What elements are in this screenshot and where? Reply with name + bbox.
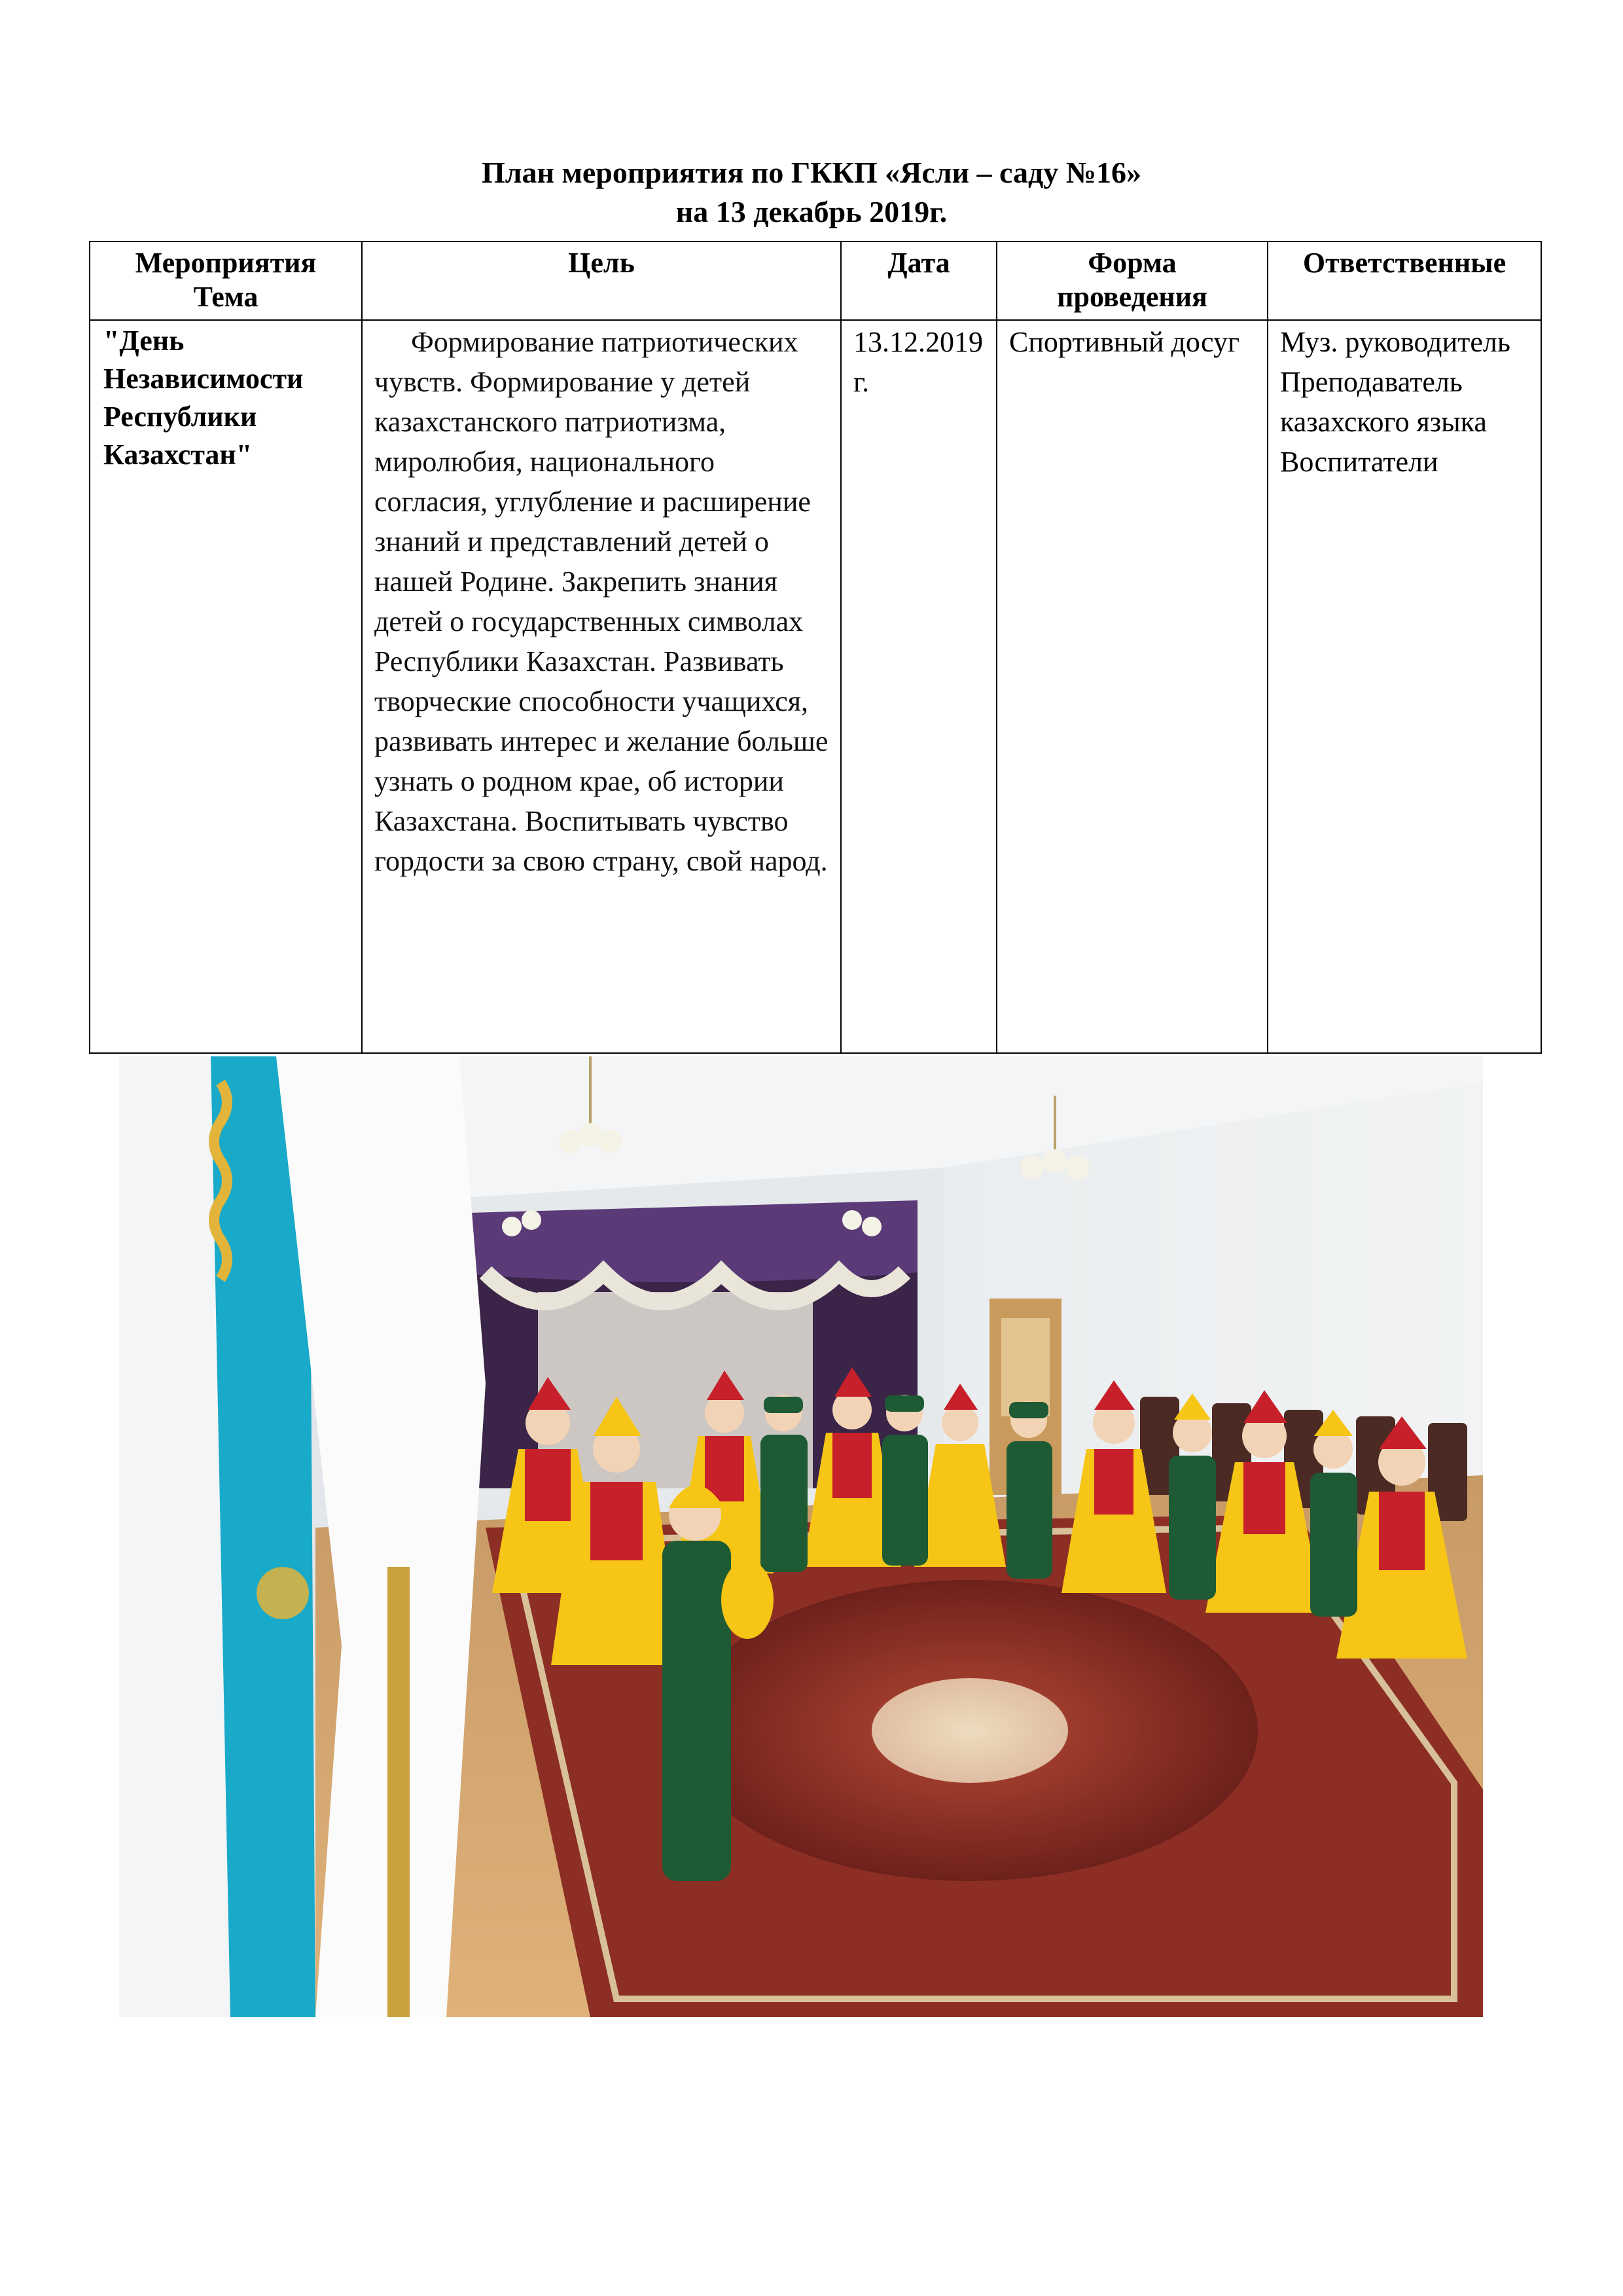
cell-responsible — [1268, 320, 1541, 1053]
header-theme-line2: Тема — [193, 281, 259, 313]
flags — [119, 1056, 486, 2017]
document-title: План мероприятия по ГККП «Ясли – саду №16» — [481, 156, 1142, 189]
flag-pole — [387, 1567, 410, 2017]
header-date: Дата — [841, 242, 997, 320]
cell-form: Спортивный досуг — [997, 320, 1268, 1053]
document-subtitle-date: на 13 декабрь 2019г. — [675, 195, 948, 228]
responsible-item: Муз. руководитель — [1280, 326, 1510, 358]
child-boy — [1310, 1410, 1357, 1617]
event-photo-illustration — [119, 1056, 1483, 2017]
header-goal: Цель — [362, 242, 841, 320]
child-boy — [1169, 1393, 1216, 1600]
flag-sun — [257, 1567, 309, 1619]
event-plan-table — [89, 241, 1542, 1054]
cell-date: 13.12.2019г. — [841, 320, 997, 1053]
event-photo — [119, 1056, 1483, 2017]
header-theme-line1: Мероприятия — [135, 247, 317, 279]
header-responsible: Ответственные — [1268, 242, 1541, 320]
table-header-row — [90, 242, 1541, 320]
header-form — [997, 242, 1268, 320]
responsible-item: Преподаватель казахского языка — [1280, 366, 1487, 438]
carpet-center — [872, 1678, 1068, 1783]
header-theme — [90, 242, 362, 320]
responsible-item: Воспитатели — [1280, 446, 1438, 478]
table-row — [90, 320, 1541, 1053]
child-boy — [882, 1395, 928, 1566]
header-form-line1: Форма — [1088, 247, 1177, 279]
header-form-line2: проведения — [1057, 281, 1207, 313]
cell-theme: "День Независимости Республики Казахстан" — [90, 320, 362, 1053]
cell-goal: Формирование патриотических чувств. Формирование у детей казахстанского патриотизма, миролюбия, национального согласия, углубление и расширение знаний и представлений детей о нашей Родине. Закрепить знания детей о государственных символах Республики Казахстан. Развивать творческие способности учащихся, развивать интерес и желание больше узнать о родном крае, об истории Казахстана. Воспитывать чувство гордости за свою страну, свой народ. — [362, 320, 841, 1053]
